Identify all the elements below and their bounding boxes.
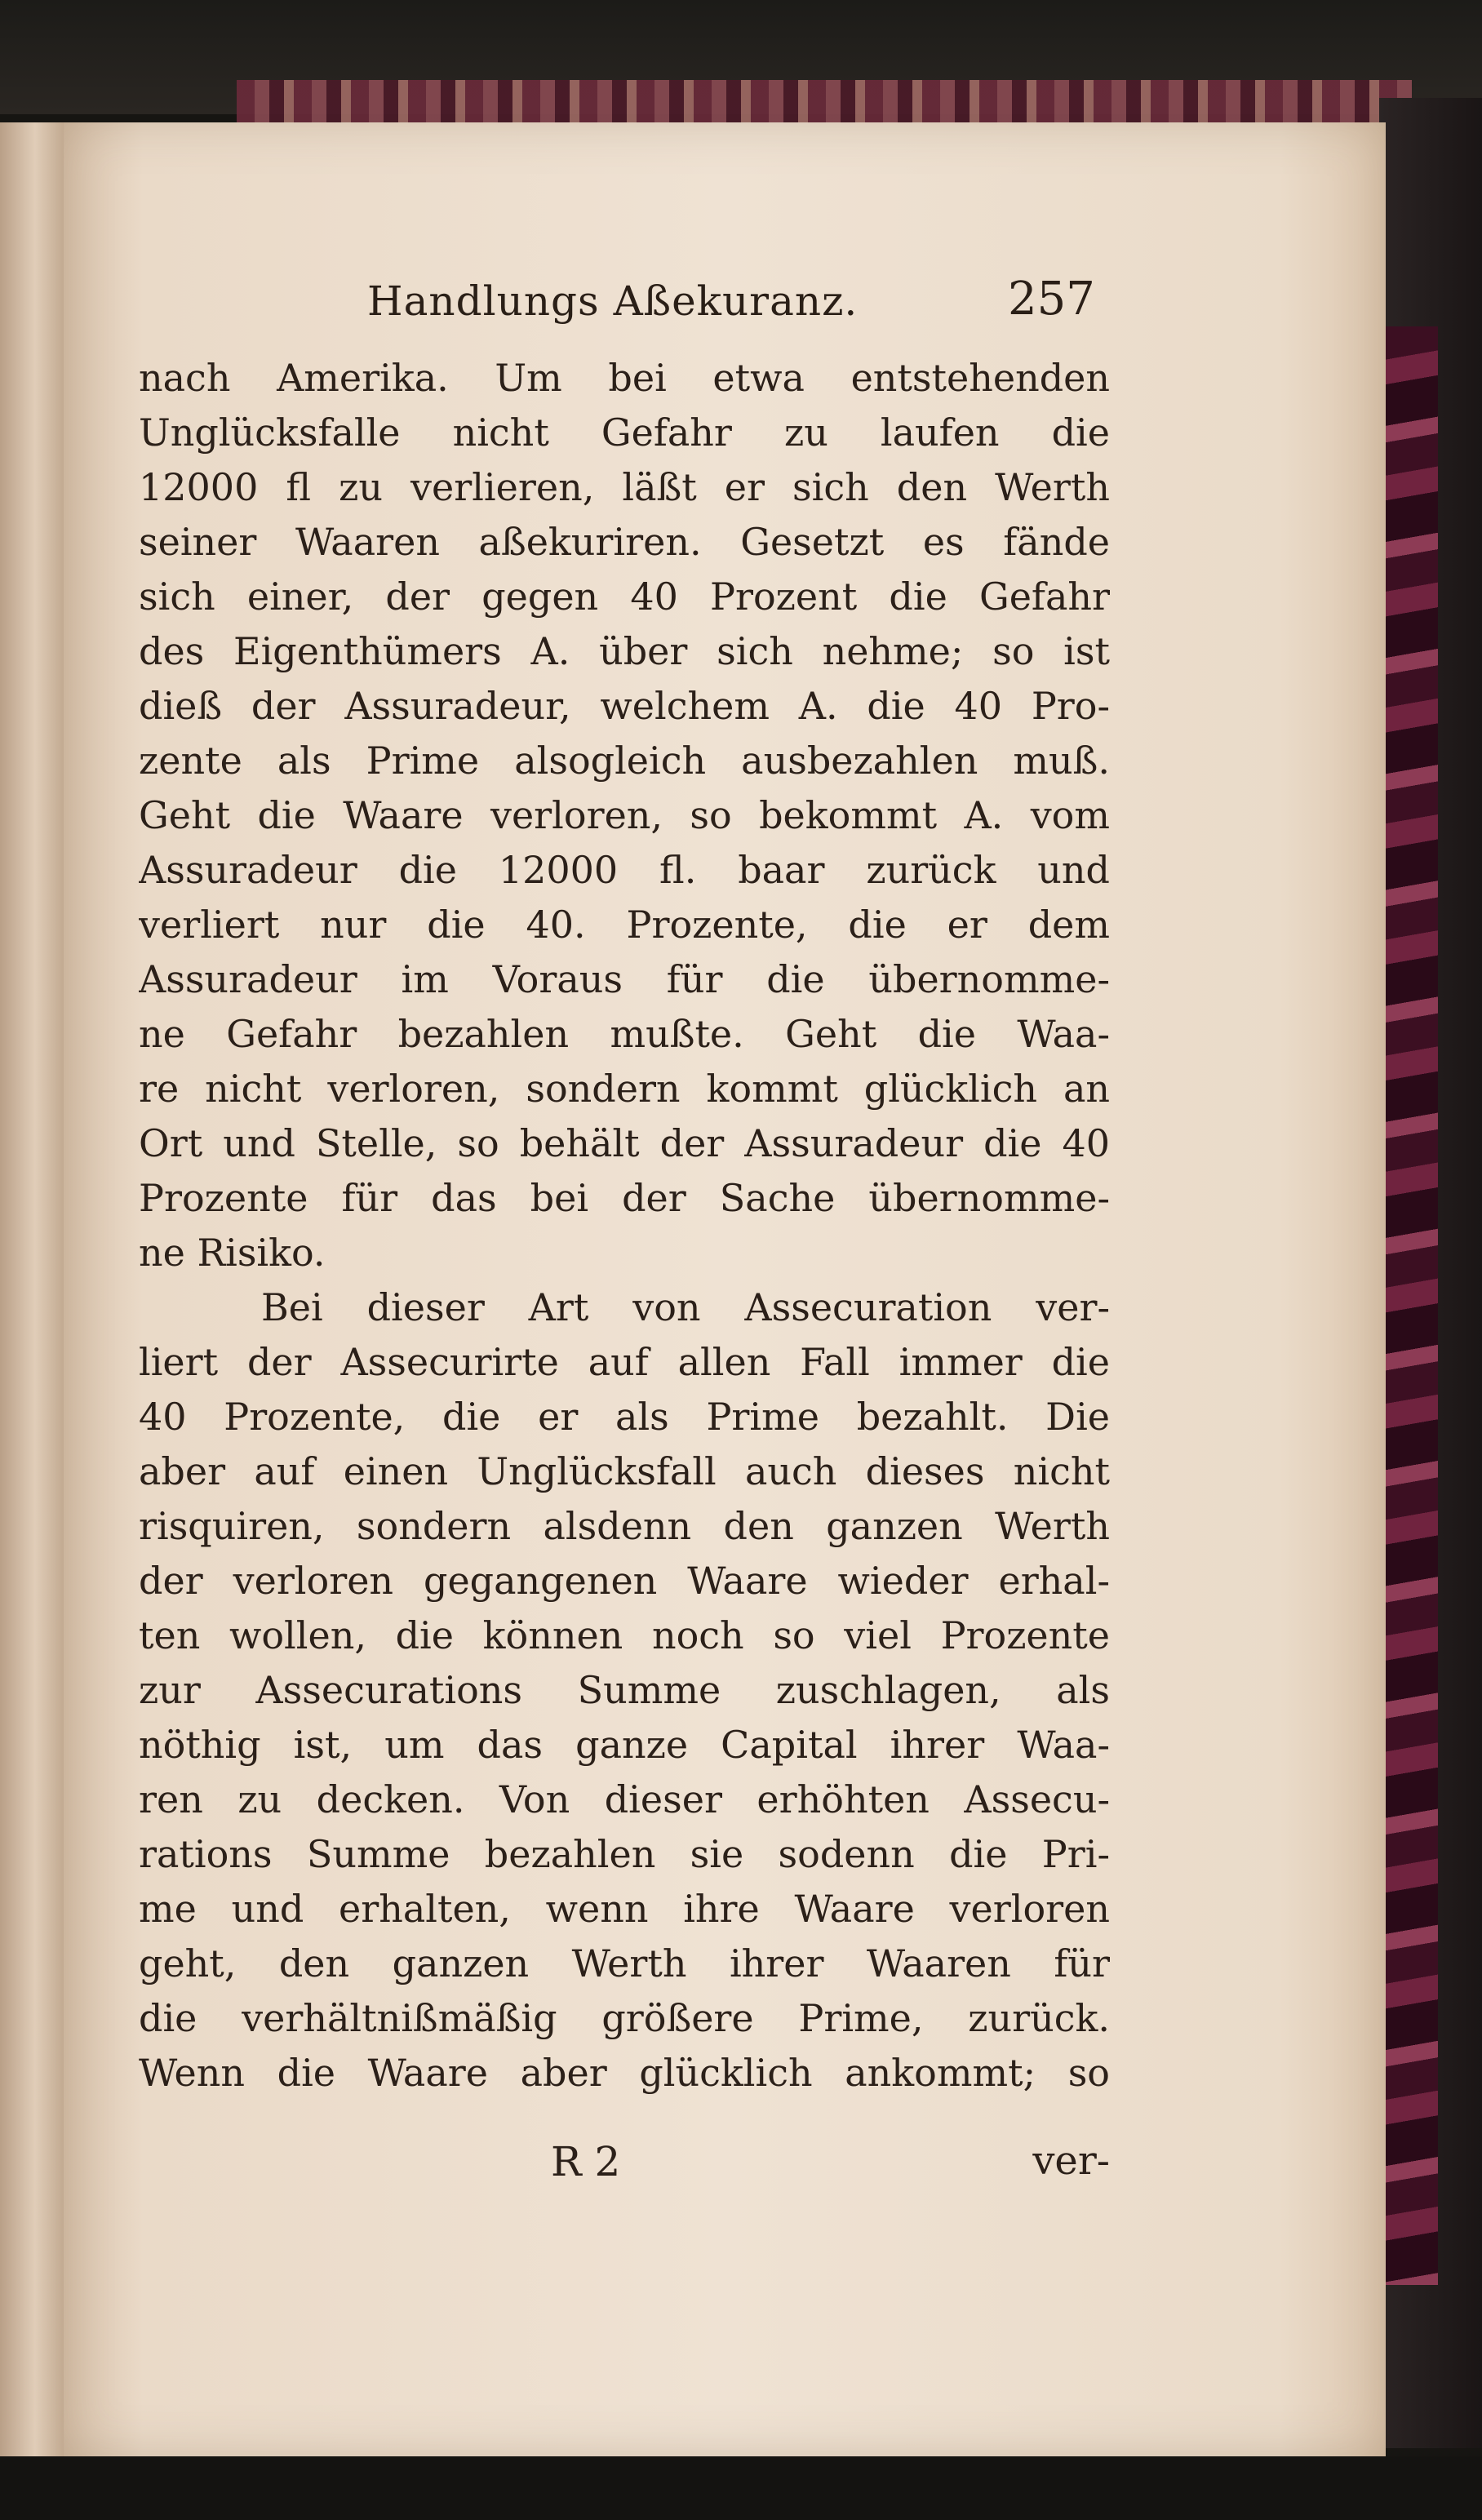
marbled-paper-edge — [1386, 326, 1438, 2285]
text-line: 12000 fl zu verlieren, läßt er sich den Werth — [139, 465, 1110, 509]
text-line: seiner Waaren aßekuriren. Gesetzt es fände — [139, 520, 1110, 564]
text-line: me und erhalten, wenn ihre Waare verloren — [139, 1887, 1110, 1931]
text-line: zente als Prime alsogleich ausbezahlen muß. — [139, 739, 1110, 783]
text-line: dieß der Assuradeur, welchem A. die 40 Pro- — [139, 684, 1110, 728]
text-line: rations Summe bezahlen sie sodenn die Pri- — [139, 1832, 1110, 1876]
text-line: nach Amerika. Um bei etwa entstehenden — [139, 356, 1110, 400]
text-line: sich einer, der gegen 40 Prozent die Gefahr — [139, 575, 1110, 619]
text-line: geht, den ganzen Werth ihrer Waaren für — [139, 1941, 1110, 1985]
text-line: re nicht verloren, sondern kommt glücklich an — [139, 1067, 1110, 1111]
text-line: des Eigenthümers A. über sich nehme; so ist — [139, 629, 1110, 673]
text-line: liert der Assecurirte auf allen Fall immer die — [139, 1340, 1110, 1384]
text-line: Wenn die Waare aber glücklich ankommt; so — [139, 2051, 1110, 2095]
text-line: ne Risiko. — [139, 1231, 326, 1275]
text-line: die verhältnißmäßig größere Prime, zurück. — [139, 1996, 1110, 2040]
page-footer — [139, 2138, 1110, 2203]
body-text — [139, 351, 1110, 2101]
text-line: Assuradeur im Voraus für die übernomme- — [139, 957, 1110, 1001]
text-line: risquiren, sondern alsdenn den ganzen Werth — [139, 1504, 1110, 1548]
text-line: Ort und Stelle, so behält der Assuradeur die 40 — [139, 1121, 1110, 1165]
text-line: nöthig ist, um das ganze Capital ihrer Waa- — [139, 1723, 1110, 1767]
text-line: der verloren gegangenen Waare wieder erhal- — [139, 1559, 1110, 1603]
marbled-cover-edge — [237, 80, 1412, 122]
text-line: ren zu decken. Von dieser erhöhten Assecu- — [139, 1777, 1110, 1821]
text-line: Geht die Waare verloren, so bekommt A. vom — [139, 793, 1110, 837]
signature-mark: R 2 — [551, 2138, 621, 2185]
text-line: zur Assecurations Summe zuschlagen, als — [139, 1668, 1110, 1712]
page-header — [204, 269, 1134, 351]
text-line: ten wollen, die können noch so viel Prozente — [139, 1613, 1110, 1657]
book-bottom-edge — [0, 2456, 1482, 2520]
running-head: Handlungs Aßekuranz. — [367, 277, 859, 325]
text-line: Prozente für das bei der Sache übernomme- — [139, 1176, 1110, 1220]
text-line: ne Gefahr bezahlen mußte. Geht die Waa- — [139, 1012, 1110, 1056]
text-line: Unglücksfalle nicht Gefahr zu laufen die — [139, 410, 1110, 455]
page-number: 257 — [1008, 273, 1095, 326]
text-line: 40 Prozente, die er als Prime bezahlt. Die — [139, 1395, 1110, 1439]
text-line: Assuradeur die 12000 fl. baar zurück und — [139, 848, 1110, 892]
paragraph-start-line: Bei dieser Art von Assecuration ver- — [261, 1285, 1110, 1329]
text-line: aber auf einen Unglücksfall auch dieses nicht — [139, 1449, 1110, 1493]
catchword: ver- — [1032, 2138, 1110, 2184]
text-line: verliert nur die 40. Prozente, die er dem — [139, 903, 1110, 947]
facing-page-edge — [0, 122, 64, 2473]
